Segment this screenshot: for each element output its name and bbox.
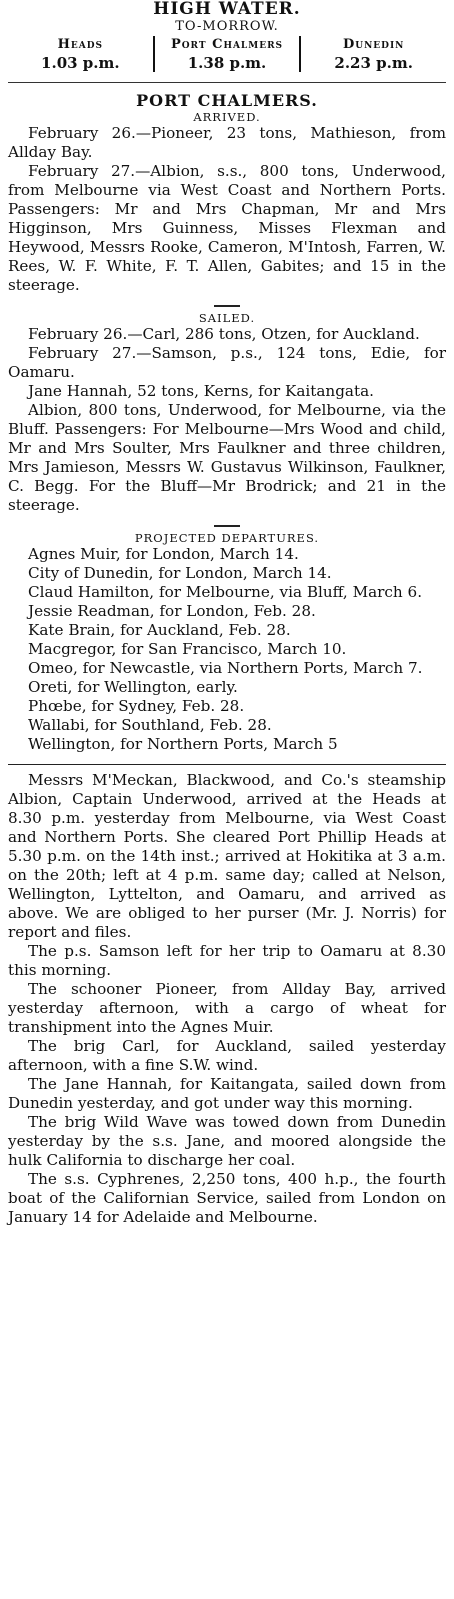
projected-entry: Jessie Readman, for London, Feb. 28.: [28, 602, 316, 620]
arrived-entry: February 26.—Pioneer, 23 tons, Mathieson, from Allday Bay.: [8, 124, 446, 161]
shipping-news: [8, 771, 446, 1227]
sailed-entry: February 26.—Carl, 286 tons, Otzen, for Auckland.: [28, 325, 420, 343]
sailed-entry: February 27.—Samson, p.s., 124 tons, Edie, for Oamaru.: [8, 344, 446, 381]
projected-entry: Omeo, for Newcastle, via Northern Ports, March 7.: [28, 659, 423, 677]
tide-place: Dunedin: [342, 37, 405, 52]
arrived-entry: February 27.—Albion, s.s., 800 tons, Underwood, from Melbourne via West Coast and Northern Ports. Passengers: Mr and Mrs Chapman, Mr and Mrs Higginson, Mrs Guinness, Misses Flexman and Heywood, Messrs Rooke, Cameron, M'Intosh, Farren, W. Rees, W. F. White, F. T. Allen, Gabites; and 15 in the steerage.: [8, 162, 446, 294]
tide-heads: [8, 36, 153, 72]
sailed-heading: SAILED.: [198, 311, 256, 325]
news-paragraph: The brig Wild Wave was towed down from Dunedin yesterday by the s.s. Jane, and moored alongside the hulk California to discharge her coal.: [8, 1113, 446, 1169]
projected-entry: City of Dunedin, for London, March 14.: [28, 564, 332, 582]
tide-time: 1.38 p.m.: [187, 54, 267, 72]
tide-place: Port Chalmers: [170, 37, 284, 52]
news-paragraph: The brig Carl, for Auckland, sailed yesterday afternoon, with a fine S.W. wind.: [8, 1037, 446, 1074]
news-paragraph: The schooner Pioneer, from Allday Bay, arrived yesterday afternoon, with a cargo of wheat for transhipment into the Agnes Muir.: [8, 980, 446, 1036]
projected-entry: Agnes Muir, for London, March 14.: [28, 545, 299, 563]
projected-entry: Kate Brain, for Auckland, Feb. 28.: [28, 621, 291, 639]
tide-port-chalmers: [153, 36, 300, 72]
projected-entry: Oreti, for Wellington, early.: [28, 678, 238, 696]
projected-entry: Macgregor, for San Francisco, March 10.: [28, 640, 347, 658]
section-rule: [8, 764, 446, 765]
high-water-subtitle: TO-MORROW.: [175, 19, 279, 34]
port-chalmers-title: PORT CHALMERS.: [8, 82, 446, 110]
sailed-entry: Albion, 800 tons, Underwood, for Melbourne, via the Bluff. Passengers: For Melbourne—Mrs Wood and child, Mr and Mrs Soulter, Mrs Faulkner and three children, Mrs Jamieson, Messrs W. Gustavus Wilkinson, Faulkner, C. Begg. For the Bluff—Mr Brodrick; and 21 in the steerage.: [8, 401, 446, 514]
tide-place: Heads: [57, 37, 104, 52]
projected-entry: Phœbe, for Sydney, Feb. 28.: [28, 697, 245, 715]
tide-time: 1.03 p.m.: [41, 54, 120, 72]
section-divider: [214, 305, 240, 307]
tide-time: 2.23 p.m.: [334, 54, 413, 72]
tide-dunedin: [299, 36, 446, 72]
arrived-list: [8, 124, 446, 295]
news-paragraph: The Jane Hannah, for Kaitangata, sailed down from Dunedin yesterday, and got under way this morning.: [8, 1075, 446, 1112]
sailed-entry: Jane Hannah, 52 tons, Kerns, for Kaitangata.: [28, 382, 374, 400]
section-divider: [214, 525, 240, 527]
tide-table: [8, 36, 446, 72]
projected-list: [8, 545, 446, 754]
sailed-list: [8, 325, 446, 515]
high-water-title: HIGH WATER.: [153, 0, 301, 19]
projected-entry: Wellington, for Northern Ports, March 5: [28, 735, 338, 753]
news-paragraph: The p.s. Samson left for her trip to Oamaru at 8.30 this morning.: [8, 942, 446, 979]
projected-heading: PROJECTED DEPARTURES.: [134, 531, 320, 545]
projected-entry: Claud Hamilton, for Melbourne, via Bluff, March 6.: [28, 583, 423, 601]
news-paragraph: Messrs M'Meckan, Blackwood, and Co.'s steamship Albion, Captain Underwood, arrived at the Heads at 8.30 p.m. yesterday from Melbourne, via West Coast and Northern Ports. She cleared Port Phillip Heads at 5.30 p.m. on the 14th inst.; arrived at Hokitika at 3 a.m. on the 20th; left at 4 p.m. same day; called at Nelson, Wellington, Lyttelton, and Oamaru, and arrived as above. We are obliged to her purser (Mr. J. Norris) for report and files.: [8, 771, 446, 941]
arrived-heading: ARRIVED.: [193, 110, 261, 124]
news-paragraph: The s.s. Cyphrenes, 2,250 tons, 400 h.p., the fourth boat of the Californian Service, sailed from London on January 14 for Adelaide and Melbourne.: [8, 1170, 446, 1226]
projected-entry: Wallabi, for Southland, Feb. 28.: [28, 716, 272, 734]
